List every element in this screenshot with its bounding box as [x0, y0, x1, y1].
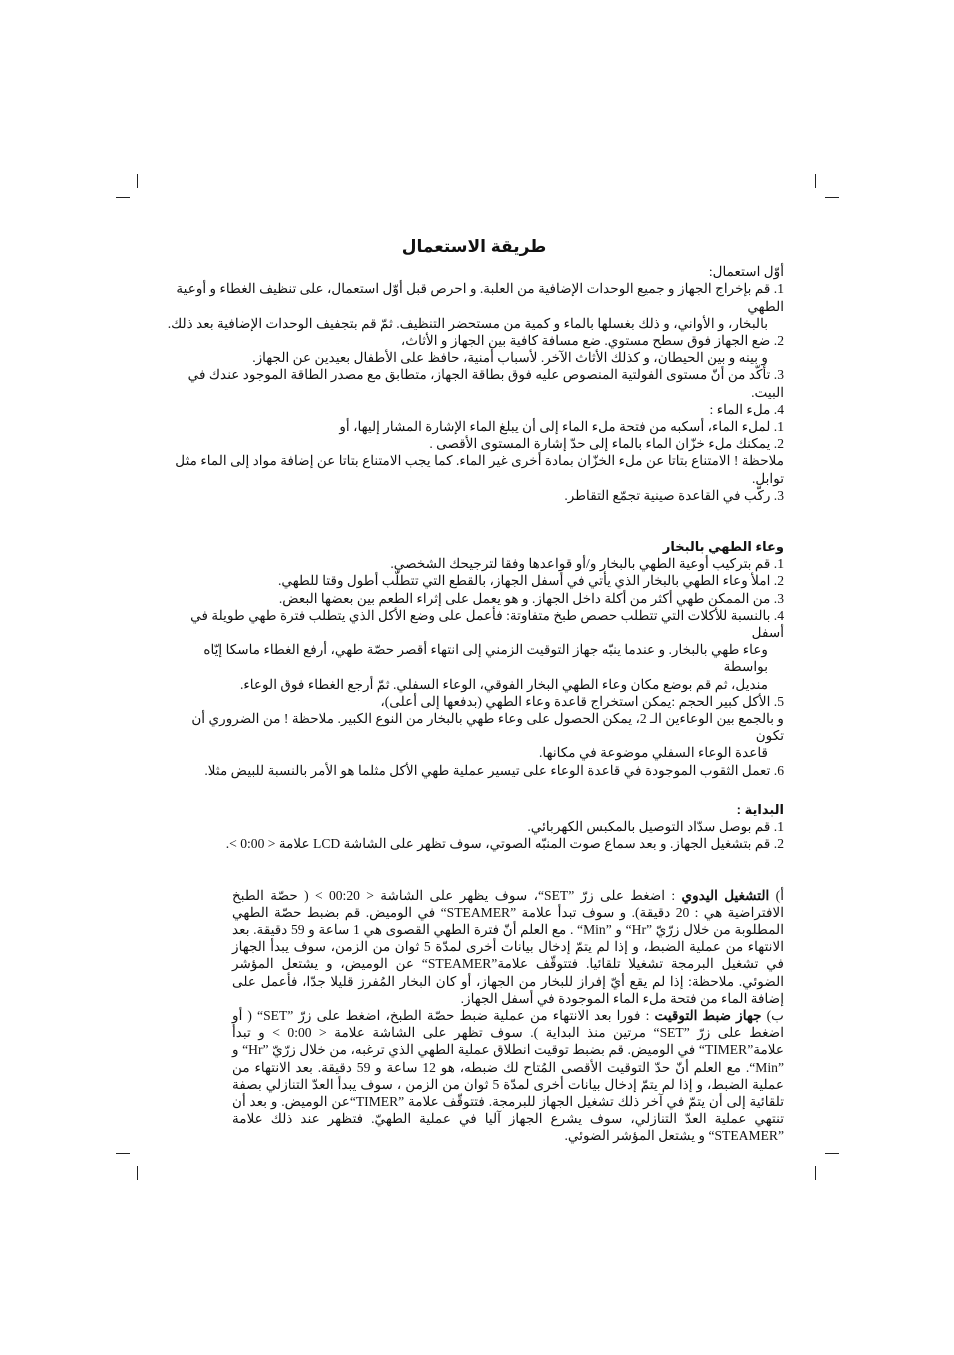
crop-mark-bottom-right-h [825, 1153, 839, 1154]
crop-mark-bottom-left-h [116, 1153, 130, 1154]
steamer-bowl-line-10: 6. تعمل الثقوب الموجودة في قاعدة الوعاء على تيسير عملية طهي الأكل مثلما هو الأمر بالنسبة للبيض مثلا. [204, 762, 784, 778]
crop-mark-top-left-v [137, 174, 138, 188]
steamer-bowl-line-5: وعاء طهي بالبخار. و عندما ينبّه جهاز التوقيت الزمني إلى انتهاء أقصر حصّة طهي، أرفع الغطاء ماسكا إيّاه بواسطة [203, 642, 768, 675]
crop-mark-top-left-h [116, 197, 130, 198]
start-section [164, 801, 784, 853]
timer-text: : فورا بعد الانتهاء من عملية ضبط حصّة الطبخ، اضغط على زرّ ”SET“ ( أو اضغط على زرّ ”SET“ مرتين منذ البداية ). سوف تظهر على الشاشة علامة < 0:00 > و تبدأ علامة”TIMER“ في الوميض. قم بضبط توقيت انطلاق عملية الطهي الذي ترغبه، من خلال زرّيّ ”Hr“ و ”Min“. مع العلم أنّ حدّ التوقيت الأقصى المُتاح لك ضبطه، هو 12 ساعة و 59 دقيقة. بعد الانتهاء من عملية الضبط، و إذا لم يتمّ إدخال بيانات أخرى لمدّة 5 ثوان من الزمن ، سوف يبدأ العدّ التنازلي بصفة تلقائية إلى أن يتمّ في آخر ذلك تشغيل الجهاز للبرمجة. فتتوقّف علامة ”TIMER“عن الوميض. و بعد أن تنتهي عملية العدّ التنازلي، سوف يشرع الجهاز آليا في عملية الطهيّ. فتظهر عند ذلك علامة ”STEAMER“ و يشتعل المؤشر الضوئي. [232, 1007, 785, 1144]
steamer-bowl-line-2: 2. املأ وعاء الطهي بالبخار الذي يأتي في أسفل الجهاز، بالقطع التي تتطلّب أطول وقتا للطهي. [278, 573, 784, 589]
steamer-bowl-section [164, 538, 784, 779]
first-use-line-9: ملاحظة ! الامتناع بتاتا عن ملء الخزّان بمادة أخرى غير الماء. كما يجب الامتناع بتاتا عن إضافة مواد إلى الماء مثل توابل. [175, 453, 784, 486]
steamer-bowl-line-4: 4. بالنسبة للأكلات التي تتطلب حصص طبخ متفاوتة: فأعمل على وضع الأكل الذي يتطلب فترة طهي طويلة في أسفل [190, 607, 784, 641]
steamer-bowl-line-1: 1. قم بتركيب أوعية الطهي بالبخار و/أو قواعدها وفقا لترجيحك الشخصي. [390, 556, 784, 572]
steamer-bowl-line-7: 5. الأكل كبير الحجم :يمكن استخراج قاعدة وعاء الطهي (بدفعها إلى أعلى)، [380, 693, 784, 709]
start-line-1: 1. قم بوصل سدّاد التوصيل بالمكبس الكهربائي. [527, 819, 784, 835]
manual-text: : اضغط على زرّ ”SET“، سوف يظهر على الشاشة < 00:20 > ( حصّة الطبخ الافتراضية هي : 20 دقيقة). و سوف تبدأ علامة ”STEAMER“ في الوميض. قم بضبط حصّة الطهي المطلوبة من خلال زرّيّ ”Hr“ و ”Min“ . مع العلم أنّ فترة الطهي القصوى هي 1 ساعة و 59 دقيقة. بعد الانتهاء من عملية الضبط، و إذا لم يتمّ إدخال بيانات أخرى لمدّة 5 ثوان من الزمن، سوف يبدأ الجهاز في تشغيل البرمجة تشغيلا تلقائيا. فتتوقّف علامة”STEAMER“ عن الوميض، و يشتعل المؤشر الضوئي. ملاحظة: إذا لم يقع أيّ إفراز للبخار من الجهاز، أو كان البخار المُفرز قليلا جدّا، فأعمل على إضافة الماء من فتحة ملء الماء الموجودة في أسفل الجهاز. [232, 887, 785, 1006]
steamer-bowl-heading: وعاء الطهي بالبخار [662, 539, 784, 555]
first-use-line-1: 1. قم بإخراج الجهاز و جميع الوحدات الإضافية من العلبة. و احرص قبل أوّل استعمال، على تنظيف الغطاء و أوعية الطهي [176, 281, 784, 314]
steamer-bowl-line-3: 3. من الممكن طهي أكثر من أكلة داخل الجهاز. و هو يعمل على إثراء الطعم بين بعضها البعض. [278, 590, 784, 606]
crop-mark-bottom-right-v [815, 1166, 816, 1180]
timer-marker: ب) [766, 1007, 784, 1023]
first-use-line-8: 2. يمكنك ملء خزّان الماء بالماء إلى حدّ إشارة المستوى الأقصى . [429, 436, 784, 452]
start-heading: البداية : [736, 801, 784, 817]
page-content [164, 226, 784, 1145]
crop-mark-bottom-left-v [137, 1166, 138, 1180]
crop-mark-top-right-v [815, 174, 816, 188]
first-use-line-2: بالبخار، و الأواني، و ذلك بغسلها بالماء و كمية من مستحضر التنظيف. ثمّ قم بتجفيف الوحدات الإضافية بعد ذلك. [167, 315, 768, 331]
steamer-bowl-line-9: قاعدة الوعاء السفلي موضوعة في مكانها. [539, 745, 768, 761]
first-use-line-10: 3. ركّب في القاعدة صينية تجمّع التقاطر. [564, 487, 784, 503]
first-use-line-3: 2. ضع الجهاز فوق سطح مستوي. ضع مسافة كافية بين الجهاز و الأثاث، [400, 333, 784, 349]
manual-lead: التشغيل اليدوي [681, 887, 770, 903]
steamer-bowl-line-8: و بالجمع بين الوعاءين الـ 2، يمكن الحصول على وعاء طهي بالبخار من النوع الكبير. ملاحظة ! من الضروري أن تكون [191, 711, 784, 744]
crop-mark-top-right-h [825, 197, 839, 198]
steamer-bowl-line-6: منديل، ثم قم بوضع مكان وعاء الطهي البخار الفوقي، الوعاء السفلي. ثمّ أرجع الغطاء فوق الوعاء. [239, 676, 768, 692]
timer-paragraph [232, 1007, 784, 1145]
manual-marker: أ) [775, 887, 784, 903]
first-use-line-5: 3. تأكّد من أنّ مستوى الفولتية المنصوص عليه فوق بطاقة الجهاز، متطابق مع مصدر الطاقة الموجود عندك في البيت. [187, 367, 784, 400]
start-line-2: 2. قم بتشغيل الجهاز. و بعد سماع صوت المنبّه الصوتي، سوف تظهر على الشاشة LCD علامة < 0:00 >. [225, 836, 784, 852]
first-use-heading: أوّل استعمال: [708, 264, 784, 280]
first-use-line-6: 4. ملء الماء : [709, 401, 784, 417]
first-use-section [164, 263, 784, 504]
timer-lead: جهاز ضبط التوقيت [654, 1007, 762, 1023]
first-use-line-7: 1. لملء الماء، أسكبه من فتحة ملء الماء إلى أن يبلغ الماء الإشارة المشار إليها، أو [339, 419, 784, 435]
first-use-line-4: و بينه و بين الحيطان، و كذلك الأثاث الآخر. لأسباب أمنية، حافظ على الأطفال بعيدين عن الجهاز. [252, 350, 768, 366]
manual-operation-paragraph [232, 887, 784, 1007]
page-title: طريقة الاستعمال [401, 237, 547, 256]
